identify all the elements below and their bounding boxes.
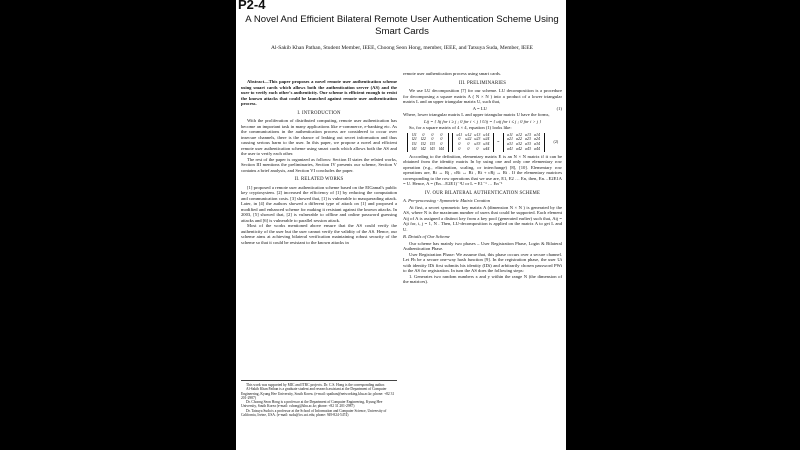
matrix-cell: a41 bbox=[507, 145, 514, 151]
subsection-heading: A. Pre-processing - Symmetric Matrix Creation bbox=[403, 198, 491, 204]
matrix-cell: 0 bbox=[431, 131, 434, 137]
paragraph: Most of the works mentioned above ensure that the AS could verify the authenticity of the user but the user cannot verify the validity of the AS. Hence, our scheme aims at achieving bilateral verification maintaining robust security of the scheme so that it could be resistant to the known attacks in bbox=[241, 223, 397, 245]
paragraph: remote user authentication process using smart cards. bbox=[403, 71, 502, 76]
section-heading: III. PRELIMINARIES bbox=[458, 80, 507, 86]
equation-forms: Lij = { lij for i ≥ j ; 0 for i < j } Uij = { uij for i ≤ j ; 0 for i > j } bbox=[423, 118, 542, 124]
matrix-cell: a12 bbox=[516, 131, 523, 137]
section-heading: I. INTRODUCTION bbox=[297, 110, 341, 116]
matrix-cell: u33 bbox=[474, 141, 481, 147]
matrix-cell: 0 bbox=[422, 131, 425, 137]
matrix-cell: a13 bbox=[525, 131, 532, 137]
paragraph: Our scheme has mainly two phases – User Registration Phase, Login & Bilateral Authentication Phase. bbox=[403, 240, 562, 252]
abstract: Abstract—This paper proposes a novel remote user authentication scheme using smart cards which allows both the authentication server (AS) and the user to verify each other's authenticity. Our scheme is efficient enough to resist the known attacks that could be launched against remote user authentication process. bbox=[241, 79, 397, 106]
matrix-cell: u11 bbox=[456, 131, 463, 137]
matrix-cell: l22 bbox=[420, 136, 426, 142]
matrix-cell: a34 bbox=[534, 141, 541, 147]
matrix-cell: 0 bbox=[440, 136, 443, 142]
subsection-heading: B. Details of Our Scheme bbox=[403, 234, 450, 240]
matrix-cell: a43 bbox=[525, 145, 532, 151]
matrix-cell: 0 bbox=[476, 145, 479, 151]
right-black-margin bbox=[566, 0, 800, 450]
left-column bbox=[241, 79, 397, 245]
matrix-cell: l21 bbox=[411, 136, 417, 142]
matrix-cell: a42 bbox=[516, 145, 523, 151]
matrix-cell: u34 bbox=[483, 141, 490, 147]
matrix-cell: 0 bbox=[440, 131, 443, 137]
section-heading: II. RELATED WORKS bbox=[294, 177, 344, 182]
matrix-cell: a14 bbox=[534, 131, 541, 137]
matrix-cell: 0 bbox=[458, 145, 461, 151]
footnote: Dr. Tatsuya Suda is a professor at the School of Information and Computer Science, University of California, Irvine, USA. (e-mail: suda@ics.uci.edu; phone: 949-824-5474) bbox=[241, 408, 387, 418]
matrix-cell: l11 bbox=[411, 131, 417, 137]
matrix-cell: l31 bbox=[411, 141, 417, 147]
paragraph: [1] proposed a remote user authentication scheme based on the ElGamal's public key cryptosystem. [2] increased the efficiency of [1] by reducing the computation and communication costs. [3] showed that, [1] is vulnerable to masquerading attack. Later, in [4] the authors showed a different type of attack on [1] and proposed a modified and enhanced scheme for making it resistant against the known attacks. In 2003, [5] showed that, [2] is vulnerable to offline and online password guessing attacks and [6] is vulnerable to parallel session attack. bbox=[241, 184, 397, 223]
matrix-cell: 0 bbox=[431, 136, 434, 142]
paper-page bbox=[236, 0, 566, 450]
matrix-cell: 0 bbox=[467, 141, 470, 147]
footnote: This work was supported by MIC and ITRC projects. Dr. C.S. Hong is the corresponding author. bbox=[246, 383, 385, 387]
right-column bbox=[403, 71, 562, 285]
matrix-cell: u22 bbox=[465, 136, 472, 142]
paragraph: We use LU decomposition [7] for our scheme. LU decomposition is a procedure for decomposing a square matrix A ( N × N ) into a product of a lower triangular matrix L and an upper triangular matrix U, such that, bbox=[403, 88, 562, 104]
matrix-cell: l32 bbox=[420, 141, 426, 147]
matrix-cell: a22 bbox=[516, 136, 523, 142]
matrix-cell: a23 bbox=[525, 136, 532, 142]
matrix-cell: u14 bbox=[483, 131, 490, 137]
paragraph: 1. Generates two random numbers x and y within the range N (the dimension of the matrices). bbox=[403, 273, 562, 285]
paragraph: Where, lower triangular matrix L and upper triangular matrix U have the forms, bbox=[403, 112, 550, 117]
matrix-cell: l42 bbox=[420, 145, 426, 151]
matrix-cell: u24 bbox=[483, 136, 490, 142]
equation-1 bbox=[403, 106, 562, 112]
matrix-cell: l43 bbox=[429, 145, 435, 151]
matrix-cell: l41 bbox=[411, 145, 417, 151]
matrix-cell: a32 bbox=[516, 141, 523, 147]
matrix-cell: 0 bbox=[458, 141, 461, 147]
paragraph: User Registration Phase: We assume that, this phase occurs over a secure channel. Let Fh be a secure one-way hash function [9]. In the registration phase, the user Ui with identity IDi first submits his identity (IDi) and arbitrarily chosen password PWi to the AS for registration. In turn the AS does the following steps: bbox=[403, 251, 562, 274]
paragraph: According to the definition, elementary matrix E is an N × N matrix if it can be obtained from the identity matrix In by using one and only one elementary row operation (e.g., elimination, scaling, or interchange) [8], [10]. Elementary row operations are, Ri ↔ Rj , cRi ↔ Ri , Ri + cRj ↔ Ri . If the elementary matrices corresponding to the row operations that we use are, E1, E2 … En, then, En…E2E1A = U. Hence, A = (En…E2E1)⁻¹U or L = E1⁻¹ … En⁻¹ bbox=[403, 153, 562, 187]
paragraph: So, for a square matrix of 4 × 4, equation (1) looks like: bbox=[409, 125, 512, 130]
paragraph: The rest of the paper is organized as follows: Section II states the related works, Section III mentions the preliminaries, Section IV presents our scheme, Section V contains a brief analysis, and Section VI concludes the paper. bbox=[241, 156, 397, 173]
matrix-cell: a21 bbox=[507, 136, 514, 142]
matrix-cell: l33 bbox=[429, 141, 435, 147]
equation-number: (2) bbox=[553, 139, 559, 145]
matrix-cell: u12 bbox=[465, 131, 472, 137]
section-heading: IV. OUR BILATERAL AUTHENTICATION SCHEME bbox=[424, 190, 541, 196]
matrix-a bbox=[503, 133, 545, 152]
paper-code: P2-4 bbox=[238, 0, 266, 12]
footnote: Al-Sakib Khan Pathan is a graduate student and research assistant at the Department of Computer Engineering, Kyung Hee University, South Korea. (e-mail: spathan@networking.khu.ac.kr; phone: +82 31 201-2987) bbox=[241, 387, 395, 400]
paper-authors: Al-Sakib Khan Pathan, Student Member, IEEE, Choong Seon Hong, member, IEEE, and Tatsuya Suda, Member, IEEE bbox=[270, 45, 534, 51]
matrix-cell: a24 bbox=[534, 136, 541, 142]
equation-2: l11 0 0 0 l21 l22 0 0 l31 l32 l33 0 l41 l42 l43 l44 u11 u12 u13 u14 0 u22 u23 u24 0 0 u33 u34 0 0 0 u44 = a11 a12 a13 a14 a21 a22 a23 a24 a31 a32 a33 a34 a41 a42 a43 a44 (2) bbox=[403, 133, 562, 152]
matrix-cell: u23 bbox=[474, 136, 481, 142]
left-black-margin bbox=[0, 0, 236, 450]
paragraph: With the proliferation of distributed computing, remote user authentication has become an important task in many applications like e-commerce, e-banking etc. As the communications in the authentication process are considered to occur over insecure channels, there is the chance of leaking out secret information and thus causing serious harm to the user. In this paper, we propose a novel and efficient remote user authentication scheme using smart cards which allows both the AS and the user to verify each other. bbox=[241, 118, 397, 156]
footnotes bbox=[241, 380, 397, 417]
matrix-cell: a31 bbox=[507, 141, 514, 147]
footnote: Dr. Choong Seon Hong is a professor at the Department of Computer Engineering, Kyung Hee University, South Korea (e-mail: cshong@khu.ac.kr; phone: +82 31 201-2987) bbox=[241, 400, 383, 409]
matrix-cell: u44 bbox=[483, 145, 490, 151]
matrix-cell: a11 bbox=[507, 131, 513, 137]
matrix-cell: a33 bbox=[525, 141, 532, 147]
equation-number: (1) bbox=[556, 105, 562, 111]
paper-title: A Novel And Efficient Bilateral Remote User Authentication Scheme Using Smart Cards bbox=[245, 14, 559, 37]
paragraph: At first, a secret symmetric key matrix A (dimension N × N ) is generated by the AS, where N is the maximum number of users that could be supported. Each element Aij of A is assigned a distinct key from a key pool (generated earlier) such that, Aij = Aji for, i, j = 1, N . Then, LU-decomposition is applied on the matrix A to get L and U. bbox=[403, 204, 562, 232]
equation-text: A = LU bbox=[472, 105, 487, 111]
matrix-cell: u13 bbox=[474, 131, 481, 137]
matrix-cell: 0 bbox=[467, 145, 470, 151]
matrix-l bbox=[407, 133, 449, 152]
matrix-cell: 0 bbox=[440, 141, 443, 147]
matrix-u bbox=[452, 133, 494, 152]
matrix-cell: 0 bbox=[458, 136, 461, 142]
matrix-cell: a44 bbox=[534, 145, 541, 151]
matrix-cell: l44 bbox=[438, 145, 444, 151]
